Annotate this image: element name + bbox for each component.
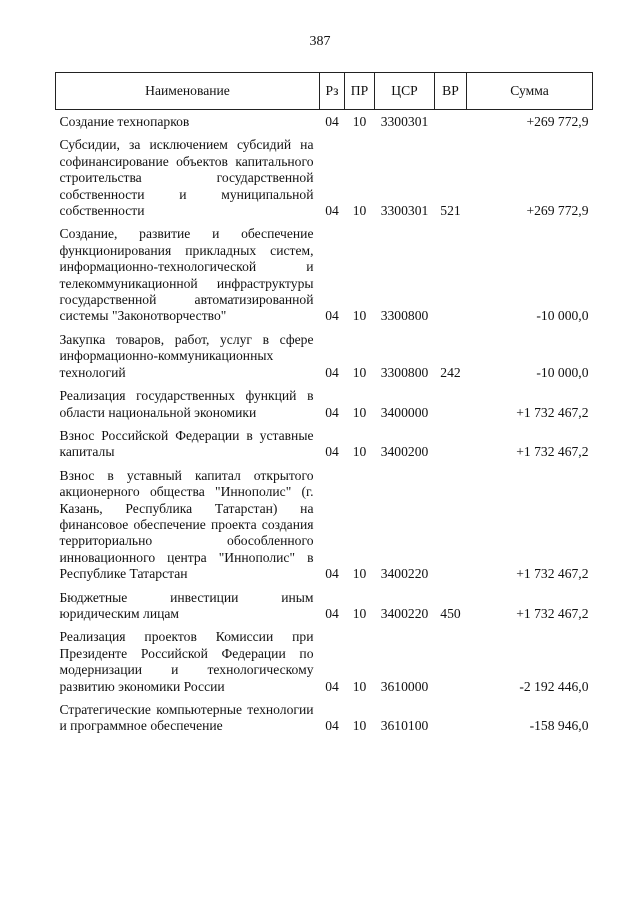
row-name: Закупка товаров, работ, услуг в сфере информационно-коммуникационных технологий bbox=[59, 331, 314, 380]
row-name: Субсидии, за исключением субсидий на софинансирование объектов капитального строительства государственной собственности и муниципальной собственности bbox=[59, 137, 314, 219]
row-csr: 3300301 bbox=[380, 203, 429, 219]
header-name: Наименование bbox=[56, 73, 320, 110]
row-sum: +1 732 467,2 bbox=[516, 566, 589, 582]
row-sum: +1 732 467,2 bbox=[516, 444, 589, 460]
row-vr: 521 bbox=[440, 203, 461, 219]
row-rz: 04 bbox=[325, 404, 339, 420]
row-name: Реализация проектов Комиссии при Президенте Российской Федерации по модернизации и технологическому развитию экономики России bbox=[59, 629, 314, 694]
row-name: Взнос в уставный капитал открытого акционерного общества "Иннополис" (г. Казань, Республика Татарстан) на финансовое обеспечение проекта создания территориально обособленного инновационного центра "Иннополис" в Республике Татарстан bbox=[59, 467, 314, 582]
row-csr: 3400220 bbox=[380, 605, 429, 621]
row-vr bbox=[435, 695, 467, 735]
header-csr: ЦСР bbox=[375, 73, 435, 110]
header-rz: Рз bbox=[320, 73, 345, 110]
row-pr: 10 bbox=[352, 364, 367, 380]
row-pr: 10 bbox=[352, 678, 367, 694]
table-row bbox=[56, 461, 593, 583]
row-vr bbox=[435, 381, 467, 421]
row-pr: 10 bbox=[352, 566, 367, 582]
row-sum: -158 946,0 bbox=[529, 718, 589, 734]
table-row bbox=[56, 110, 593, 131]
budget-table bbox=[55, 72, 593, 735]
header-vr: ВР bbox=[435, 73, 467, 110]
row-csr: 3400200 bbox=[380, 444, 429, 460]
row-rz: 04 bbox=[325, 114, 339, 129]
header-sum: Сумма bbox=[467, 73, 593, 110]
row-sum: -10 000,0 bbox=[536, 308, 589, 324]
table-row bbox=[56, 130, 593, 219]
table-row bbox=[56, 381, 593, 421]
row-name: Реализация государственных функций в области национальной экономики bbox=[59, 388, 314, 420]
row-sum: +269 772,9 bbox=[526, 203, 589, 219]
table-row bbox=[56, 622, 593, 695]
row-vr: 450 bbox=[440, 605, 461, 621]
row-sum: +269 772,9 bbox=[526, 114, 589, 129]
row-rz: 04 bbox=[325, 203, 339, 219]
page-number: 387 bbox=[309, 34, 331, 49]
row-csr: 3610100 bbox=[380, 718, 429, 734]
row-pr: 10 bbox=[352, 718, 367, 734]
row-vr bbox=[435, 421, 467, 461]
row-rz: 04 bbox=[325, 444, 339, 460]
row-name: Бюджетные инвестиции иным юридическим лицам bbox=[59, 589, 314, 621]
row-vr bbox=[435, 219, 467, 324]
table-body bbox=[56, 110, 593, 735]
row-rz: 04 bbox=[325, 364, 339, 380]
row-rz: 04 bbox=[325, 605, 339, 621]
row-name: Стратегические компьютерные технологии и программное обеспечение bbox=[59, 702, 314, 734]
row-pr: 10 bbox=[352, 308, 367, 324]
table-row bbox=[56, 325, 593, 381]
row-pr: 10 bbox=[352, 203, 367, 219]
table-row bbox=[56, 695, 593, 735]
table-row bbox=[56, 421, 593, 461]
row-pr: 10 bbox=[352, 404, 367, 420]
row-vr bbox=[435, 461, 467, 583]
row-sum: -10 000,0 bbox=[536, 364, 589, 380]
row-rz: 04 bbox=[325, 308, 339, 324]
row-pr: 10 bbox=[352, 605, 367, 621]
row-pr: 10 bbox=[352, 114, 367, 129]
row-csr: 3610000 bbox=[380, 678, 429, 694]
row-csr: 3400000 bbox=[380, 404, 429, 420]
row-rz: 04 bbox=[325, 718, 339, 734]
row-rz: 04 bbox=[325, 678, 339, 694]
row-name: Взнос Российской Федерации в уставные капиталы bbox=[59, 427, 314, 460]
table-row bbox=[56, 583, 593, 623]
row-name: Создание технопарков bbox=[59, 114, 190, 129]
row-vr bbox=[435, 622, 467, 695]
table-header bbox=[56, 73, 593, 110]
row-sum: -2 192 446,0 bbox=[519, 678, 589, 694]
row-csr: 3300800 bbox=[380, 308, 429, 324]
header-row bbox=[56, 73, 593, 110]
row-csr: 3300800 bbox=[380, 364, 429, 380]
row-sum: +1 732 467,2 bbox=[516, 404, 589, 420]
table-row bbox=[56, 219, 593, 324]
row-sum: +1 732 467,2 bbox=[516, 605, 589, 621]
row-csr: 3400220 bbox=[380, 566, 429, 582]
row-vr bbox=[435, 110, 467, 131]
header-pr: ПР bbox=[345, 73, 375, 110]
row-rz: 04 bbox=[325, 566, 339, 582]
row-csr: 3300301 bbox=[380, 114, 429, 129]
row-vr: 242 bbox=[440, 364, 461, 380]
row-pr: 10 bbox=[352, 444, 367, 460]
row-name: Создание, развитие и обеспечение функционирования прикладных систем, информационно-технологической и телекоммуникационной инфраструктуры государственной автоматизированной системы "Законотворчество" bbox=[59, 226, 314, 324]
